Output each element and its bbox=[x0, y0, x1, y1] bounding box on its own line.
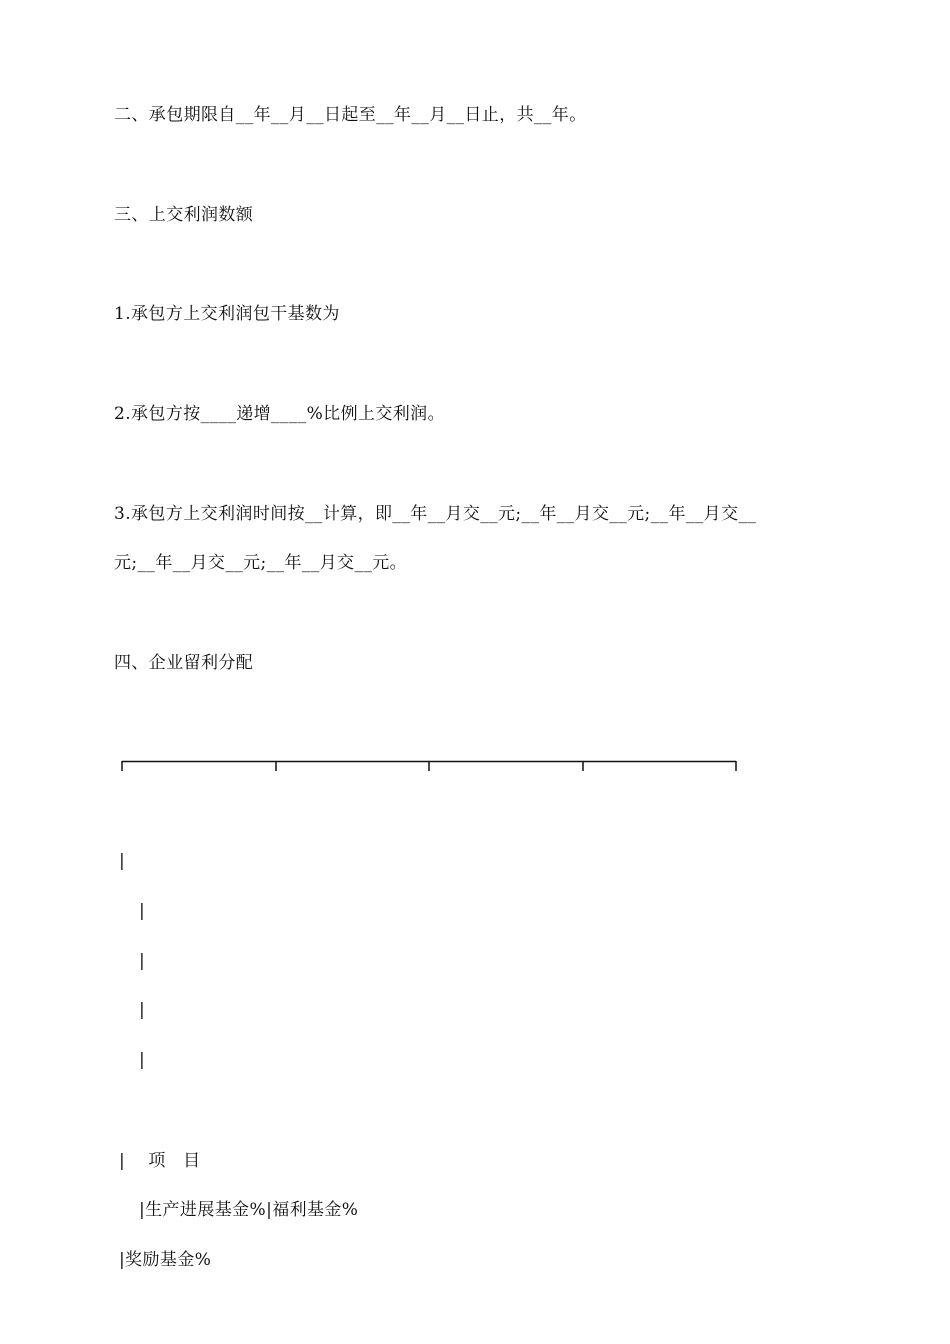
item-3-line-2: 元;__年__月交__元;__年__月交__元。 bbox=[114, 553, 408, 573]
section-3-title: 三、上交利润数额 bbox=[114, 205, 254, 225]
item-1: 1.承包方上交利润包干基数为 bbox=[114, 304, 340, 324]
item-3-line-1: 3.承包方上交利润时间按__计算，即__年__月交__元;__年__月交__元;__年__月交__ bbox=[114, 504, 757, 524]
table-fund-row-1: |生产进展基金%|福利基金% bbox=[139, 1200, 359, 1220]
item-2: 2.承包方按____递增____%比例上交利润。 bbox=[114, 404, 445, 424]
table-bar: | bbox=[139, 1050, 145, 1070]
table-bar: | bbox=[139, 901, 145, 921]
table-top-border bbox=[121, 760, 737, 772]
section-4-title: 四、企业留利分配 bbox=[114, 653, 254, 673]
table-bar: | bbox=[139, 1000, 145, 1020]
table-bar: | bbox=[139, 951, 145, 971]
section-2-term: 二、承包期限自__年__月__日起至__年__月__日止，共__年。 bbox=[114, 105, 587, 125]
table-fund-row-2: |奖励基金% bbox=[119, 1250, 212, 1270]
table-left-bar: | bbox=[119, 851, 125, 871]
table-header-item: | 项 目 bbox=[119, 1151, 201, 1171]
